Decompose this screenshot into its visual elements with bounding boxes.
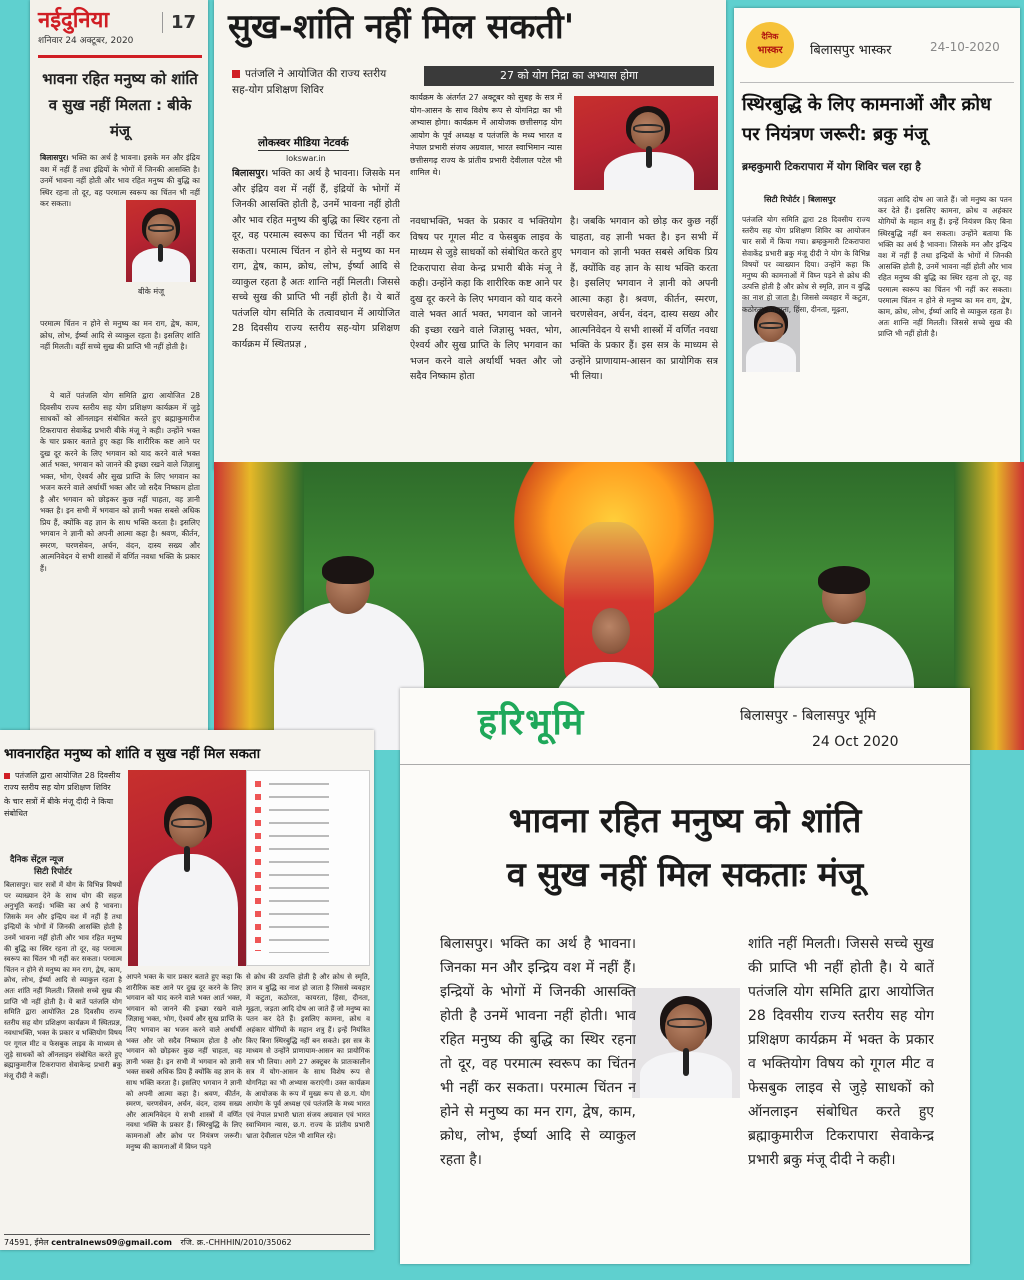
naidunia-body-b: परमात्म चिंतन न होने से मनुष्य का मन राग, द्वेष, काम, क्रोध, लोभ, ईर्ष्या आदि से व्याकुल रहता है। इसलिए शांति नहीं मिलती। वहीं सच्चे सुख की प्राप्ति भी नहीं होती है।: [40, 319, 200, 351]
naidunia-dateline: बिलासपुर।: [40, 153, 69, 162]
centralnews-email: centralnews09@gmail.com: [51, 1238, 172, 1247]
naidunia-body-c: ये बातें पतंजलि योग समिति द्वारा आयोजित 28 दिवसीय राज्य स्तरीय सह योग प्रशिक्षण कार्यक्रम में जुड़े साधकों को ऑनलाइन संबोधित करते हुए ब्रह्माकुमारीज टिकरापारा सेवाकेंद्र प्रभारी बीके मंजू ने कही। उन्होंने भक्त के चार प्रकार बताते हुए कहा कि शारीरिक कष्ट आने पर दुख दूर करने के लिए भगवान को याद करने वाले भक्त आर्त भक्त, भगवान को जानने की इच्छा रखने वाले जिज्ञासु भक्त, भोग, ऐश्वर्य और सुख प्राप्ति के लिए भगवान का भजन करने वाले अर्थार्थी भक्त और जो सदैव निष्काम होता है और भगवान को छोड़कर कुछ नहीं चाहता, वह ज्ञानी भक्त है। इन सभी में भगवान को ज्ञानी भक्त सबसे अधिक प्रिय हैं, क्योंकि वह ज्ञान के साथ भक्ति करता है। इसलिए भगवान ने ज्ञानी को अपनी आत्मा कहा है। श्रवण, कीर्तन, स्मरण, चरणसेवन, अर्चन, वंदन, दास्य सख्य और आत्मनिवेदन ये सभी शास्त्रों में वर्णित नवधा भक्ति के प्रकार हैं।: [40, 391, 200, 573]
centralnews-source: दैनिक सेंट्रल न्यूज: [10, 855, 64, 865]
centralnews-bullet-2: के चार सत्रों में बीके मंजू दीदी ने किया संबोधित: [4, 797, 114, 818]
naidunia-clipping: [30, 0, 208, 740]
deity-figure: [564, 522, 654, 682]
naidunia-body-a: भक्ति का अर्थ है भावना। इसके मन और इंद्रिय वश में नहीं हैं तथा इंद्रियों के भोगों में जिनकी आसक्ति है। उनमें भावना नहीं होती और भाव रहित मनुष्य की बुद्धि का स्थिर रहना तो दूर, वह परमात्म स्वरूप का चिंतन भी नहीं कर सकता।: [40, 153, 200, 208]
centralnews-footer: 74591, ईमेल centralnews09@gmail.com रजि. क्र.-CHHHIN/2010/35062: [4, 1234, 370, 1248]
centralnews-speaker-photo: [128, 770, 246, 966]
lokswar-speaker-photo: [574, 96, 718, 190]
naidunia-headline: भावना रहित मनुष्य को शांति व सुख नहीं मिलता : बीके मंजू: [42, 70, 198, 140]
centralnews-body-c: से क्रोध की उत्पत्ति होती है और क्रोध से स्मृति, ज्ञान व बुद्धि का नाश हो जाता है जिससे व्यवहार में कटुता, कठोरता, कायरता, हिंसा, दीनता, मूढ़ता, जड़ता आदि दोष आ जाते हैं जो मनुष्य का पतन कर देते हैं। इसलिए कामना, क्रोध व अहंकार योगियों के महान शत्रु हैं। इन्हें नियंत्रित किए बिना स्थिरबुद्धि नहीं बन सकते। इस सत्र के माध्यम से उन्होंने प्राणायाम-आसन का प्रायोगिक सत्र भी लिया। आगे 27 अक्टूबर के प्रातःकालीन सत्र में योग-आसन के साथ विशेष रूप से योगनिद्रा का भी अभ्यास कराएंगी। उक्त कार्यक्रम के आयोजक के रूप में मुख्य रूप से छ.ग. योग आयोग के पूर्व अध्यक्ष एवं पतंजलि के मध्य भारत एवं नेपाल प्रभारी भ्राता संजय अग्रवाल एवं भारत स्वाभिमान न्यास, छ.ग. राज्य के प्रांतीय प्रभारी भ्राता देवीलाल पटेल भी शामिल रहे।: [246, 973, 370, 1140]
centralnews-bullets: [4, 770, 122, 820]
lokswar-clipping: [214, 0, 726, 470]
centralnews-body-b: आपने भक्त के चार प्रकार बताते हुए कहा कि शारीरिक कष्ट आने पर दुख दूर करने के लिए भगवान को याद करने वाले भक्त आर्त भक्त, भगवान को जानने की इच्छा रखने वाले जिज्ञासु भक्त, भोग, ऐश्वर्य और सुख प्राप्ति के लिए भगवान का भजन करने वाले अर्थार्थी भक्त और जो सदैव निष्काम होता है और भगवान को छोड़कर कुछ नहीं चाहता, वह ज्ञानी भक्त है। इन सभी में भगवान को ज्ञानी भक्त सबसे अधिक प्रिय हैं क्योंकि वह ज्ञान के साथ भक्ति करता है। इसलिए भगवान ने ज्ञानी को अपनी आत्मा कहा है। श्रवण, कीर्तन, स्मरण, चरणसेवन, अर्चन, वंदन, दास्य सख्य और आत्मनिवेदन ये सभी शास्त्रों में वर्णित नवधा भक्ति के प्रकार हैं। स्थिरबुद्धि के लिए कामनाओं और क्रोध पर नियंत्रण जरूरी। मनुष्य की कामनाओं में विघ्न पड़ने: [126, 973, 242, 1151]
bhaskar-headline: स्थिरबुद्धि के लिए कामनाओं और क्रोध पर नियंत्रण जरूरी: ब्रकु मंजू: [742, 94, 992, 145]
haribhoomi-headline-line-1: भावना रहित मनुष्य को शांति: [508, 801, 862, 841]
centralnews-byline: सिटी रिपोर्टर: [34, 867, 72, 877]
lokswar-box-title: 27 को योग निद्रा का अभ्यास होगा: [424, 66, 714, 86]
video-call-participant-list: [246, 770, 370, 966]
bhaskar-body-a: पतंजलि योग समिति द्वारा 28 दिवसीय राज्य स्तरीय सह योग प्रशिक्षण शिविर का आयोजन चार सत्रों में किया गया। ब्रम्हकुमारी टिकरापारा सेवाकेंद्र प्रभारी ब्रकु मंजू दीदी ने योग के विभिन्न विषयों पर व्याख्यान दिया। उन्होंने कहा कि मनुष्य की कामनाओं में विघ्न पड़ने से क्रोध की उत्पत्ति होती है और क्रोध से स्मृति, ज्ञान व बुद्धि का नाश हो जाता है। जिससे व्यवहार में कटुता, कठोरता, कायरता, हिंसा, दीनता, मूढ़ता,: [742, 215, 870, 314]
haribhoomi-headline-line-2: व सुख नहीं मिल सकताः मंजू: [506, 855, 864, 895]
haribhoomi-body-a: बिलासपुर। भक्ति का अर्थ है भावना। जिनका मन और इन्द्रिय वश में नहीं हैं। इन्द्रियों के भोगों में जिनकी आसक्ति होती है उनमें भावना नहीं होती। भाव रहित मनुष्य की बुद्धि का स्थिर रहना तो दूर, वह परमात्म स्वरूप का चिंतन भी नहीं कर सकता। परमात्म चिंतन न होने से मनुष्य का मन राग, द्वेष, काम, क्रोध, लोभ, ईर्ष्या आदि से व्याकुल रहता है।: [440, 936, 636, 1168]
naidunia-date: शनिवार 24 अक्टूबर, 2020: [38, 36, 134, 46]
red-bullet-icon: [232, 70, 240, 78]
centralnews-body-a: बिलासपुर। चार सत्रों में योग के विभिन्न विषयों पर व्याख्यान देने के साथ योग की सहज अनुभूति कराई। भक्ति का अर्थ है भावना। जिसके मन और इन्द्रिय वश में नहीं हैं तथा इन्द्रियों के भोगों में जिनकी आसक्ति होती है उनमें भावना नहीं होती और भाव रहित मनुष्य की बुद्धि का स्थिर रहना तो दूर, वह परमात्म स्वरूप का चिंतन भी नहीं कर सकता। परमात्म चिंतन न होने से मनुष्य का मन राग, द्वेष, काम, क्रोध, लोभ, ईर्ष्या आदि से व्याकुल रहता है अतः शांति नहीं मिलती। जिससे सच्चे सुख की प्राप्ति भी नहीं होती है। ये बातें पतंजलि योग समिति द्वारा आयोजित 28 दिवसीय राज्य स्तरीय सह योग प्रशिक्षण कार्यक्रम में स्थितप्रज्ञ, नवधाभक्ति, भक्त के प्रकार व भक्तियोग विषय पर गूगल मीट व फेसबुक लाइव के माध्यम से जुड़े साधकों को ऑनलाइन संबोधित करते हुए ब्रह्माकुमारीज टिकरापारा सेवाकेन्द्र प्रभारी ब्रकु मंजू दीदी ने कहीं।: [4, 881, 122, 1080]
bhaskar-edition: बिलासपुर भास्कर: [810, 43, 892, 58]
lokswar-dateline: बिलासपुर।: [232, 168, 269, 179]
naidunia-caption: बीके मंजू: [138, 287, 165, 296]
haribhoomi-logo: हरिभूमि: [478, 701, 586, 743]
lokswar-byline: लोकस्वर मीडिया नेटवर्क: [258, 137, 349, 149]
haribhoomi-edition: बिलासपुर - बिलासपुर भूमि: [740, 708, 877, 724]
naidunia-page-number: 17: [162, 12, 196, 33]
haribhoomi-body-b: शांति नहीं मिलती। जिससे सच्चे सुख की प्राप्ति भी नहीं होती है। ये बातें पतंजलि योग समिति द्वारा आयोजित 28 दिवसीय राज्य स्तरीय सह योग प्रशिक्षण कार्यक्रम में भक्त के प्रकार व भक्तियोग विषय को गूगल मीट व फेसबुक लाइव से जुड़े साधकों को ऑनलाइन संबोधित करते हुए ब्रह्माकुमारीज टिकरापारा सेवाकेन्द्र प्रभारी ब्रकु मंजू दीदी ने कही।: [748, 936, 934, 1168]
lokswar-body-b: नवधाभक्ति, भक्त के प्रकार व भक्तियोग विषय पर गूगल मीट व फेसबुक लाइव के माध्यम से जुड़े साधकों को संबोधित करते हुए टिकरापारा सेवा केन्द्र प्रभारी बीके मंजू ने कही। उन्होंने कहा कि शारीरिक कष्ट आने पर दुख दूर करने के लिए भगवान को याद करने वाले भक्त आर्त भक्त, भगवान को जानने की इच्छा रखने वाले जिज्ञासु भक्त, भोग, ऐश्वर्य और सुख प्राप्ति के लिए भगवान का भजन करने वाले अर्थार्थी भक्त और जो सदैव निष्काम होता: [410, 216, 562, 382]
centralnews-headline: भावनारहित मनुष्य को शांति व सुख नहीं मिल सकता: [4, 746, 261, 762]
lokswar-bullet: पतंजलि ने आयोजित की राज्य स्तरीय सह-योग प्रशिक्षण शिविर: [232, 68, 387, 96]
bhaskar-logo: दैनिक भास्कर: [746, 22, 794, 68]
haribhoomi-clipping: [400, 688, 970, 1264]
bhaskar-subhead: ब्रम्हकुमारी टिकरापारा में योग शिविर चल रहा है: [742, 161, 921, 173]
lokswar-headline: सुख-शांति नहीं मिल सकती': [228, 7, 575, 47]
naidunia-header: [38, 6, 202, 58]
centralnews-bullet-1: पतंजलि द्वारा आयोजित 28 दिवसीय राज्य स्तरीय सह योग प्रशिक्षण शिविर: [4, 771, 121, 792]
bhaskar-clipping: [734, 8, 1020, 464]
bhaskar-body-b: जड़ता आदि दोष आ जाते हैं। जो मनुष्य का पतन कर देते हैं। इसलिए कामना, क्रोध व अहंकार योगियों के महान शत्रु हैं। इन्हें नियंत्रण किए बिना स्थिरबुद्धि नहीं बन सकता। उन्होंने बताया कि भक्ति का अर्थ है भावना। जिसके मन और इन्द्रिय वश में नहीं हैं तथा इन्द्रियों के भोगों में जिनकी आसक्ति होती है, उनमें भावना नहीं होती और भाव रहित मनुष्य की बुद्धि का स्थिर रहना तो दूर, वह परमात्म स्वरूप का चिंतन भी नहीं कर सकता। परमात्म चिंतन न होने से मनुष्य का मन राग, द्वेष, काम, क्रोध, लोभ, ईर्ष्या आदि से व्याकुल रहता है। अतः शान्ति नहीं मिलती। जिससे सच्चे सुख की प्राप्ति भी नहीं होती है।: [878, 195, 1012, 339]
haribhoomi-date: 24 Oct 2020: [812, 734, 899, 750]
red-bullet-icon: [4, 773, 10, 779]
lokswar-site: lokswar.in: [286, 154, 326, 163]
bhaskar-date: 24-10-2020: [930, 40, 1000, 54]
centralnews-clipping: [0, 730, 374, 1250]
bhaskar-byline: सिटी रिपोर्टर | बिलासपुर: [764, 195, 836, 204]
naidunia-portrait-photo: [126, 200, 196, 282]
lokswar-body-a: बिलासपुर। भक्ति का अर्थ है भावना। जिसके मन और इंद्रिय वश में नहीं हैं, इंद्रियों के भोगों में जिनकी आसक्ति होती है, उनमें भावना नहीं होती और भाव रहित मनुष्य की बुद्धि का स्थिर रहना तो दूर, वह परमात्म स्वरूप का चिंतन भी नहीं कर सकता। परमात्म चिंतन न होने से मनुष्य का मन राग, द्वेष, काम, क्रोध, लोभ, ईर्ष्या आदि से व्याकुल रहता है अतः शान्ति नहीं मिलती। जिससे सच्चे सुख की प्राप्ति भी नहीं होती है। ये बातें पतंजलि योग समिति के तत्वावधान में आयोजित 28 दिवसीय राज्य स्तरीय सह-योग प्रशिक्षण कार्यक्रम में स्थितप्रज्ञ ,: [232, 168, 400, 350]
lokswar-box-body: कार्यक्रम के अंतर्गत 27 अक्टूबर को सुबह के सत्र में योग-आसन के साथ विशेष रूप से योगनिद्रा का भी अभ्यास होगा। कार्यक्रम में आयोजक छत्तीसगढ़ योग आयोग के पूर्व अध्यक्ष व पतंजलि के मध्य भारत व नेपाल प्रभारी संजय अग्रवाल, भारत स्वाभिमान न्यास छत्तीसगढ़ राज्य के प्रांतीय प्रभारी देवीलाल पटेल भी शामिल थे।: [410, 93, 562, 177]
naidunia-masthead: नईदुनिया: [38, 7, 110, 33]
haribhoomi-speaker-photo: [632, 988, 740, 1098]
lokswar-body-c: है। जबकि भगवान को छोड़ कर कुछ नहीं चाहता, वह ज्ञानी भक्त है। इन सभी में भगवान को ज्ञानी भक्त सबसे अधिक प्रिय हैं, क्योंकि वह ज्ञान के साथ भक्ति करता है। इसलिए भगवान ने ज्ञानी को अपनी आत्मा कहा है। श्रवण, कीर्तन, स्मरण, चरणसेवन, अर्चन, वंदन, दास्य सख्य और आत्मनिवेदन ये सभी शास्त्रों में वर्णित नवधा भक्ति के प्रकार हैं। इस सत्र के माध्यम से उन्होंने प्राणायाम-आसन का प्रायोगिक सत्र भी लिया।: [570, 216, 718, 382]
